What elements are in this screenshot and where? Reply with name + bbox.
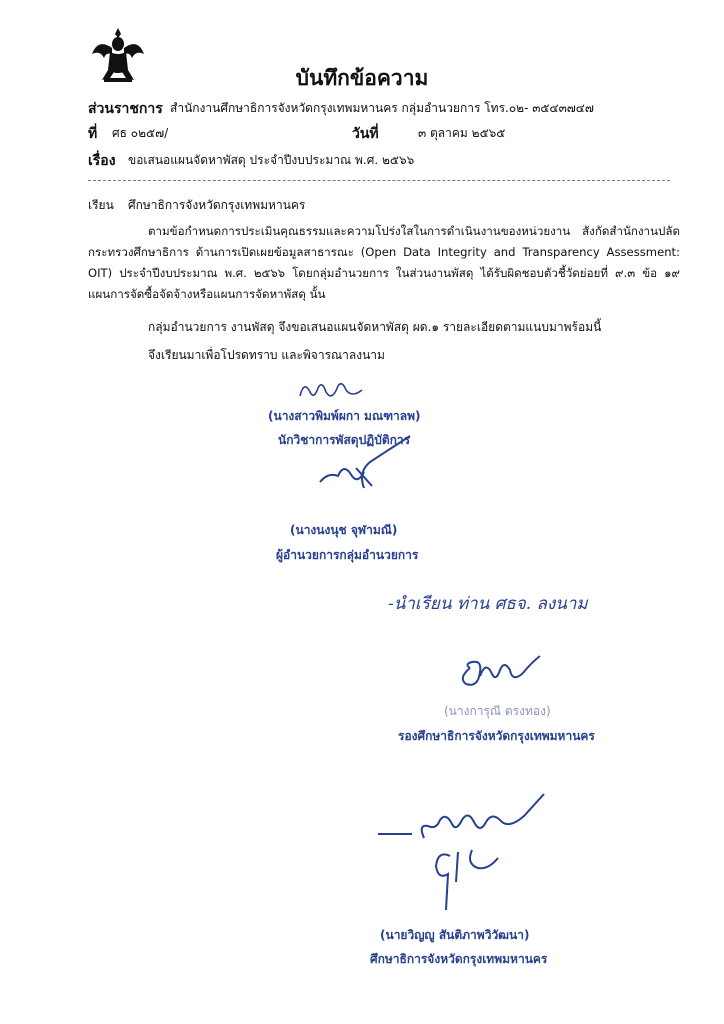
agency-value: สำนักงานศึกษาธิการจังหวัดกรุงเทพมหานคร กลุ่มอำนวยการ โทร.๐๒- ๓๕๔๓๗๔๗ — [170, 101, 594, 115]
signature-3-handwriting — [456, 648, 546, 690]
signer-1-position: นักวิชาการพัสดุปฏิบัติการ — [278, 433, 411, 447]
agency-label: ส่วนราชการ — [88, 101, 163, 117]
body-paragraph-2: กลุ่มอำนวยการ งานพัสดุ จึงขอเสนอแผนจัดหาพัสดุ ผด.๑ รายละเอียดตามแนบมาพร้อมนี้ — [148, 320, 602, 334]
handwritten-note: -นำเรียน ท่าน ศธจ. ลงนาม — [388, 594, 588, 614]
signer-3-name: (นางการุณี ตรงทอง) — [444, 704, 551, 718]
date-value: ๓ ตุลาคม ๒๕๖๕ — [418, 126, 506, 140]
signer-3-position: รองศึกษาธิการจังหวัดกรุงเทพมหานคร — [398, 729, 595, 743]
header-divider — [88, 180, 670, 181]
subject-label: เรื่อง — [88, 153, 116, 169]
salutation-label: เรียน — [88, 198, 114, 212]
body-paragraph-1: ตามข้อกำหนดการประเมินคุณธรรมและความโปร่งใสในการดำเนินงานของหน่วยงาน สังกัดสำนักงานปลัดกระทรวงศึกษาธิการ ด้านการเปิดเผยข้อมูลสาธารณะ (Open Data Integrity and Transparency Assessment: OIT) ประจำปีงบประมาณ พ.ศ. ๒๕๖๖ โดยกลุ่มอำนวยการ ในส่วนงานพัสดุ ได้รับผิดชอบตัวชี้วัดย่อยที่ ๙.๓ ข้อ ๑๙ แผนการจัดซื้อจัดจ้างหรือแผนการจัดหาพัสดุ นั้น — [88, 224, 680, 301]
signature-1-handwriting — [296, 378, 368, 404]
signer-2-name: (นางนงนุช จุฬามณี) — [290, 523, 398, 537]
memo-title: บันทึกข้อความ — [295, 66, 429, 90]
subject-value: ขอเสนอแผนจัดหาพัสดุ ประจำปีงบประมาณ พ.ศ. ๒๕๖๖ — [128, 153, 415, 167]
date-label: วันที่ — [352, 126, 379, 142]
signer-4-name: (นายวิญญู สันติภาพวิวัฒนา) — [380, 928, 530, 942]
signer-2-position: ผู้อำนวยการกลุ่มอำนวยการ — [276, 548, 419, 562]
ref-value: ศธ ๐๒๕๗/ — [112, 126, 169, 140]
signer-4-position: ศึกษาธิการจังหวัดกรุงเทพมหานคร — [370, 952, 548, 966]
salutation-value: ศึกษาธิการจังหวัดกรุงเทพมหานคร — [128, 198, 306, 212]
body-paragraph-3: จึงเรียนมาเพื่อโปรดทราบ และพิจารณาลงนาม — [148, 348, 385, 362]
ref-label: ที่ — [88, 126, 98, 142]
signature-4-handwriting — [376, 790, 552, 912]
signature-2-handwriting — [318, 432, 418, 492]
signer-1-name: (นางสาวพิมพ์ผกา มณฑาลพ) — [268, 409, 421, 423]
